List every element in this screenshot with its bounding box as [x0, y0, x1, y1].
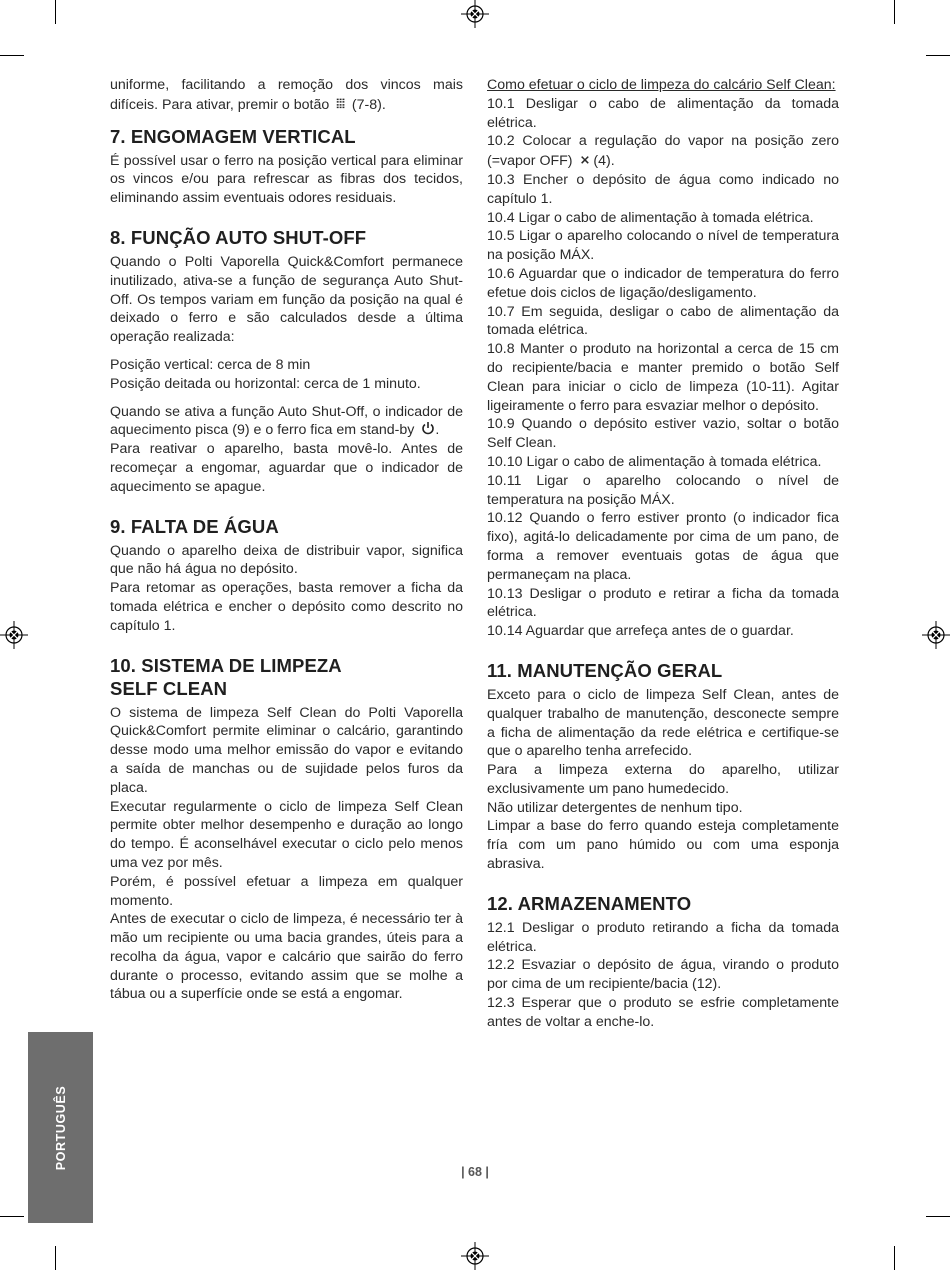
registration-mark-icon — [461, 0, 489, 28]
step: 10.7 Em seguida, desligar o cabo de alimentação da tomada elétrica. — [487, 303, 839, 339]
paragraph — [110, 403, 463, 441]
section-title: 12. ARMAZENAMENTO — [487, 892, 692, 914]
step: 10.6 Aguardar que o indicador de temperatura do ferro efetue dois ciclos de ligação/desligamento. — [487, 265, 839, 301]
steam-off-icon: ⨯ — [579, 152, 591, 168]
intro-text: uniforme, facilitando a remoção dos vincos mais difíceis. Para ativar, premir o botão — [110, 77, 463, 113]
paragraph: Executar regularmente o ciclo de limpeza Self Clean permite obter melhor desempenho e duração ao longo do tempo. É aconselhável executar o ciclo pelo menos uma vez por mês. — [110, 798, 463, 871]
section-title-line: 10. SISTEMA DE LIMPEZA — [110, 654, 342, 676]
step: 10.14 Aguardar que arrefeça antes de o guardar. — [487, 623, 794, 640]
crop-mark — [926, 1216, 950, 1217]
step: 10.1 Desligar o cabo de alimentação da tomada elétrica. — [487, 95, 839, 131]
section-title: 9. FALTA DE ÁGUA — [110, 515, 279, 537]
crop-mark — [0, 55, 24, 56]
step: 10.12 Quando o ferro estiver pronto (o indicador fica fixo), agitá-lo delicadamente por cima de um pano, de forma a remover eventuais gotas de água que permaneçam na placa. — [487, 510, 839, 583]
paragraph-end: . — [435, 422, 440, 439]
crop-mark — [894, 0, 895, 24]
paragraph: Antes de executar o ciclo de limpeza, é necessário ter à mão um recipiente ou uma bacia grandes, úteis para a recolha da água, vapor e calcário que sairão do ferro durante o processo, evitando assim que se molhe a tábua ou a superfície onde se está a engomar. — [110, 911, 463, 1003]
step: 10.11 Ligar o aparelho colocando o nível de temperatura na posição MÁX. — [487, 472, 839, 508]
paragraph: Limpar a base do ferro quando esteja completamente fría com um pano húmido ou com uma esponja abrasiva. — [487, 818, 839, 873]
paragraph: O sistema de limpeza Self Clean do Polti Vaporella Quick&Comfort permite eliminar o calcário, garantindo desse modo uma melhor emissão do vapor e evitando a saída de manchas ou de sujidade pelos furos da placa. — [110, 704, 463, 796]
paragraph: Quando o aparelho deixa de distribuir vapor, significa que não há água no depósito. — [110, 542, 463, 578]
paragraph: Exceto para o ciclo de limpeza Self Clean, antes de qualquer trabalho de manutenção, desconecte sempre a ficha de alimentação da rede elétrica e certifique-se que o aparelho tenha arrefecido. — [487, 686, 839, 760]
step: 10.8 Manter o produto na horizontal a cerca de 15 cm do recipiente/bacia e manter premido o botão Self Clean para iniciar o ciclo de limpeza (10-11). Agitar ligeiramente o ferro para esvaziar melhor o depósito. — [487, 341, 839, 414]
section-title: 8. FUNÇÃO AUTO SHUT-OFF — [110, 226, 367, 248]
step-ref: (4). — [593, 153, 615, 170]
paragraph: Posição vertical: cerca de 8 min — [110, 356, 311, 373]
registration-mark-icon — [461, 1242, 489, 1270]
intro-ref: (7-8). — [351, 96, 386, 113]
language-label: PORTUGUÊS — [53, 1085, 68, 1170]
paragraph: É possível usar o ferro na posição vertical para eliminar os vincos e/ou para refrescar as fibras dos tecidos, eliminando assim eventuais odores residuais. — [110, 152, 463, 207]
paragraph: 12.1 Desligar o produto retirando a ficha da tomada elétrica. — [487, 919, 839, 955]
crop-mark — [55, 0, 56, 24]
paragraph: Porém, é possível efetuar a limpeza em qualquer momento. — [110, 873, 463, 909]
step: 10.10 Ligar o cabo de alimentação à tomada elétrica. — [487, 453, 822, 470]
page-number: | 68 | — [461, 1165, 489, 1179]
section-title — [110, 654, 463, 700]
step: 10.3 Encher o depósito de água como indicado no capítulo 1. — [487, 171, 839, 207]
crop-mark — [0, 1216, 24, 1217]
step: 10.13 Desligar o produto e retirar a ficha da tomada elétrica. — [487, 585, 839, 621]
step: 10.9 Quando o depósito estiver vazio, soltar o botão Self Clean. — [487, 416, 839, 452]
left-column — [110, 76, 463, 1004]
subheading: Como efetuar o ciclo de limpeza do calcário Self Clean: — [487, 77, 836, 93]
paragraph: Para reativar o aparelho, basta movê-lo. Antes de recomeçar a engomar, aguardar que o indicador de aquecimento se apague. — [110, 441, 463, 495]
paragraph: Quando o Polti Vaporella Quick&Comfort permanece inutilizado, ativa-se a função de segurança Auto Shut-Off. Os tempos variam em função da posição na qual é deixado o ferro e são calculados desde a última operação realizada: — [110, 253, 463, 346]
step: 10.5 Ligar o aparelho colocando o nível de temperatura na posição MÁX. — [487, 228, 839, 264]
step-text: 10.2 Colocar a regulação do vapor na posição zero (=vapor OFF) — [487, 133, 839, 170]
section-title-line: SELF CLEAN — [110, 677, 228, 699]
paragraph-text: Quando se ativa a função Auto Shut-Off, o indicador de aquecimento pisca (9) e o ferro fica em stand-by — [110, 403, 463, 439]
paragraph: Para a limpeza externa do aparelho, utilizar exclusivamente um pano humedecido. — [487, 762, 839, 797]
section-title: 7. ENGOMAGEM VERTICAL — [110, 125, 356, 147]
step — [487, 132, 839, 171]
crop-mark — [894, 1246, 895, 1270]
paragraph: Para retomar as operações, basta remover a ficha da tomada elétrica e encher o depósito como descrito no capítulo 1. — [110, 580, 463, 634]
crop-mark — [55, 1246, 56, 1270]
section-title: 11. MANUTENÇÃO GERAL — [487, 659, 723, 681]
registration-mark-icon — [922, 621, 950, 649]
crop-mark — [926, 55, 950, 56]
paragraph: Não utilizar detergentes de nenhum tipo. — [487, 799, 743, 816]
vertical-steam-icon: ⦙⦙⦙ — [336, 95, 345, 111]
paragraph: 12.2 Esvaziar o depósito de água, virando o produto por cima de um recipiente/bacia (12). — [487, 957, 839, 993]
registration-mark-icon — [0, 621, 28, 649]
paragraph: Posição deitada ou horizontal: cerca de 1 minuto. — [110, 375, 421, 392]
paragraph: 12.3 Esperar que o produto se esfrie completamente antes de voltar a enche-lo. — [487, 995, 839, 1030]
standby-power-icon — [421, 421, 435, 435]
intro-paragraph — [110, 76, 463, 115]
language-tab — [28, 1032, 93, 1223]
right-column — [487, 76, 839, 1032]
step: 10.4 Ligar o cabo de alimentação à tomada elétrica. — [487, 209, 814, 226]
